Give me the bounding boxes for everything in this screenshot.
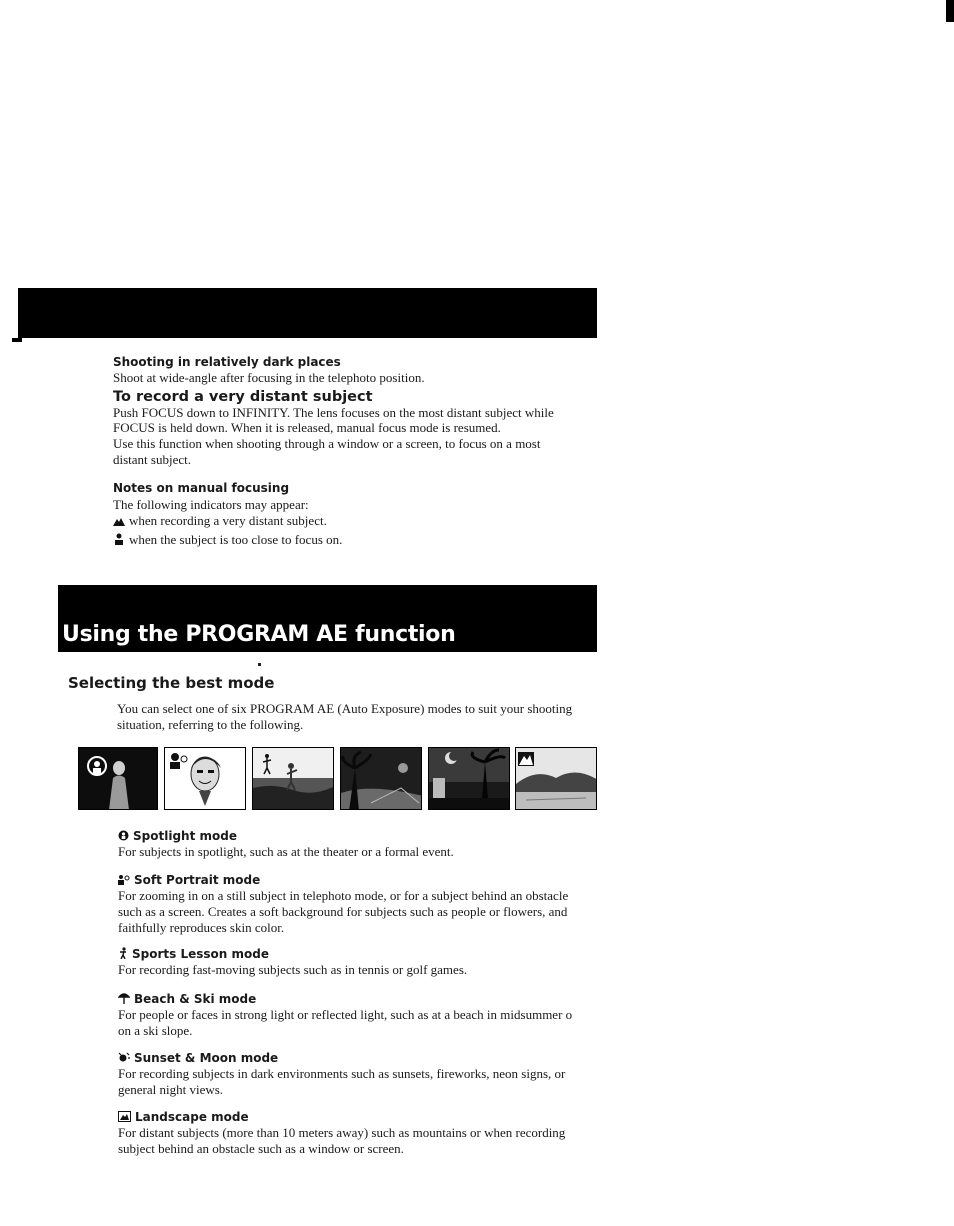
section-subtitle: Selecting the best mode <box>68 674 275 692</box>
text-distant-line-4: distant subject. <box>113 452 191 467</box>
mode-sports-lesson <box>118 947 467 978</box>
mode-sports-lesson-line-1: For recording fast-moving subjects such as in tennis or golf games. <box>118 962 468 977</box>
mode-spotlight-heading: Spotlight mode <box>133 829 237 843</box>
mode-beach-ski <box>118 992 572 1039</box>
mode-landscape-heading: Landscape mode <box>135 1110 249 1124</box>
mode-beach-ski-heading: Beach & Ski mode <box>134 992 257 1006</box>
mode-spotlight <box>118 829 454 860</box>
text-distant-line-1: Push FOCUS down to INFINITY. The lens focuses on the most distant subject while <box>113 405 554 420</box>
text-distant-line-2: FOCUS is held down. When it is released, manual focus mode is resumed. <box>113 420 501 435</box>
intro-line-2: situation, referring to the following. <box>117 717 304 732</box>
mode-sunset-moon-line-2: general night views. <box>118 1081 224 1097</box>
mode-soft-portrait-line-2: such as a screen. Creates a soft background for subjects such as people or flowers, and <box>118 903 568 919</box>
mode-landscape <box>118 1110 565 1157</box>
thumb-soft-portrait <box>164 747 246 810</box>
mode-soft-portrait-line-3: faithfully reproduces skin color. <box>118 919 285 935</box>
mountain-icon <box>113 514 125 530</box>
thumb-sunset-moon <box>428 747 510 810</box>
text-notes-intro: The following indicators may appear: <box>113 497 309 512</box>
intro-line-1: You can select one of six PROGRAM AE (Auto Exposure) modes to suit your shooting <box>117 701 573 716</box>
section-title: Using the PROGRAM AE function <box>62 622 456 647</box>
notes-item-1 <box>113 513 327 530</box>
notes-item-2 <box>113 532 342 549</box>
mode-sunset-moon-line-1: For recording subjects in dark environments such as sunsets, fireworks, neon signs, or <box>118 1065 566 1081</box>
mode-spotlight-line-1: For subjects in spotlight, such as at the theater or a formal event. <box>118 843 454 859</box>
header-bar-tail <box>12 338 22 342</box>
thumb-beach-ski <box>340 747 422 810</box>
text-distant-line-3: Use this function when shooting through a window or a screen, to focus on a most <box>113 436 541 451</box>
spotlight-icon <box>118 830 129 844</box>
thumb-sports-lesson <box>252 747 334 810</box>
thumb-spotlight <box>78 747 158 810</box>
soft-portrait-icon <box>118 874 130 888</box>
person-icon <box>113 533 125 549</box>
heading-shooting-dark: Shooting in relatively dark places <box>113 355 341 369</box>
mode-sports-lesson-heading: Sports Lesson mode <box>132 947 269 961</box>
thumb-landscape <box>515 747 597 810</box>
sports-icon <box>118 947 128 962</box>
text-shooting-dark: Shoot at wide-angle after focusing in the telephoto position. <box>113 370 425 385</box>
mode-beach-ski-line-1: For people or faces in strong light or reflected light, such as at a beach in midsummer o <box>118 1006 573 1022</box>
landscape-icon <box>118 1111 131 1125</box>
speck <box>258 663 261 666</box>
mode-landscape-line-1: For distant subjects (more than 10 meters away) such as mountains or when recording <box>118 1124 566 1140</box>
notes-item-2-text: when the subject is too close to focus on. <box>129 532 343 547</box>
mode-soft-portrait-line-1: For zooming in on a still subject in telephoto mode, or for a subject behind an obstacle <box>118 887 569 903</box>
mode-sunset-moon <box>118 1051 565 1098</box>
notes-item-1-text: when recording a very distant subject. <box>129 513 327 528</box>
mode-soft-portrait-heading: Soft Portrait mode <box>134 873 261 887</box>
mode-sunset-moon-heading: Sunset & Moon mode <box>134 1051 279 1065</box>
sunset-moon-icon <box>118 1052 130 1066</box>
heading-distant-subject: To record a very distant subject <box>113 389 373 405</box>
heading-notes: Notes on manual focusing <box>113 481 290 495</box>
header-bar <box>18 288 597 338</box>
mode-beach-ski-line-2: on a ski slope. <box>118 1022 193 1038</box>
mode-landscape-line-2: subject behind an obstacle such as a window or screen. <box>118 1140 404 1156</box>
mode-soft-portrait <box>118 873 568 936</box>
beach-ski-icon <box>118 993 130 1007</box>
page-edge-mark <box>946 0 954 22</box>
